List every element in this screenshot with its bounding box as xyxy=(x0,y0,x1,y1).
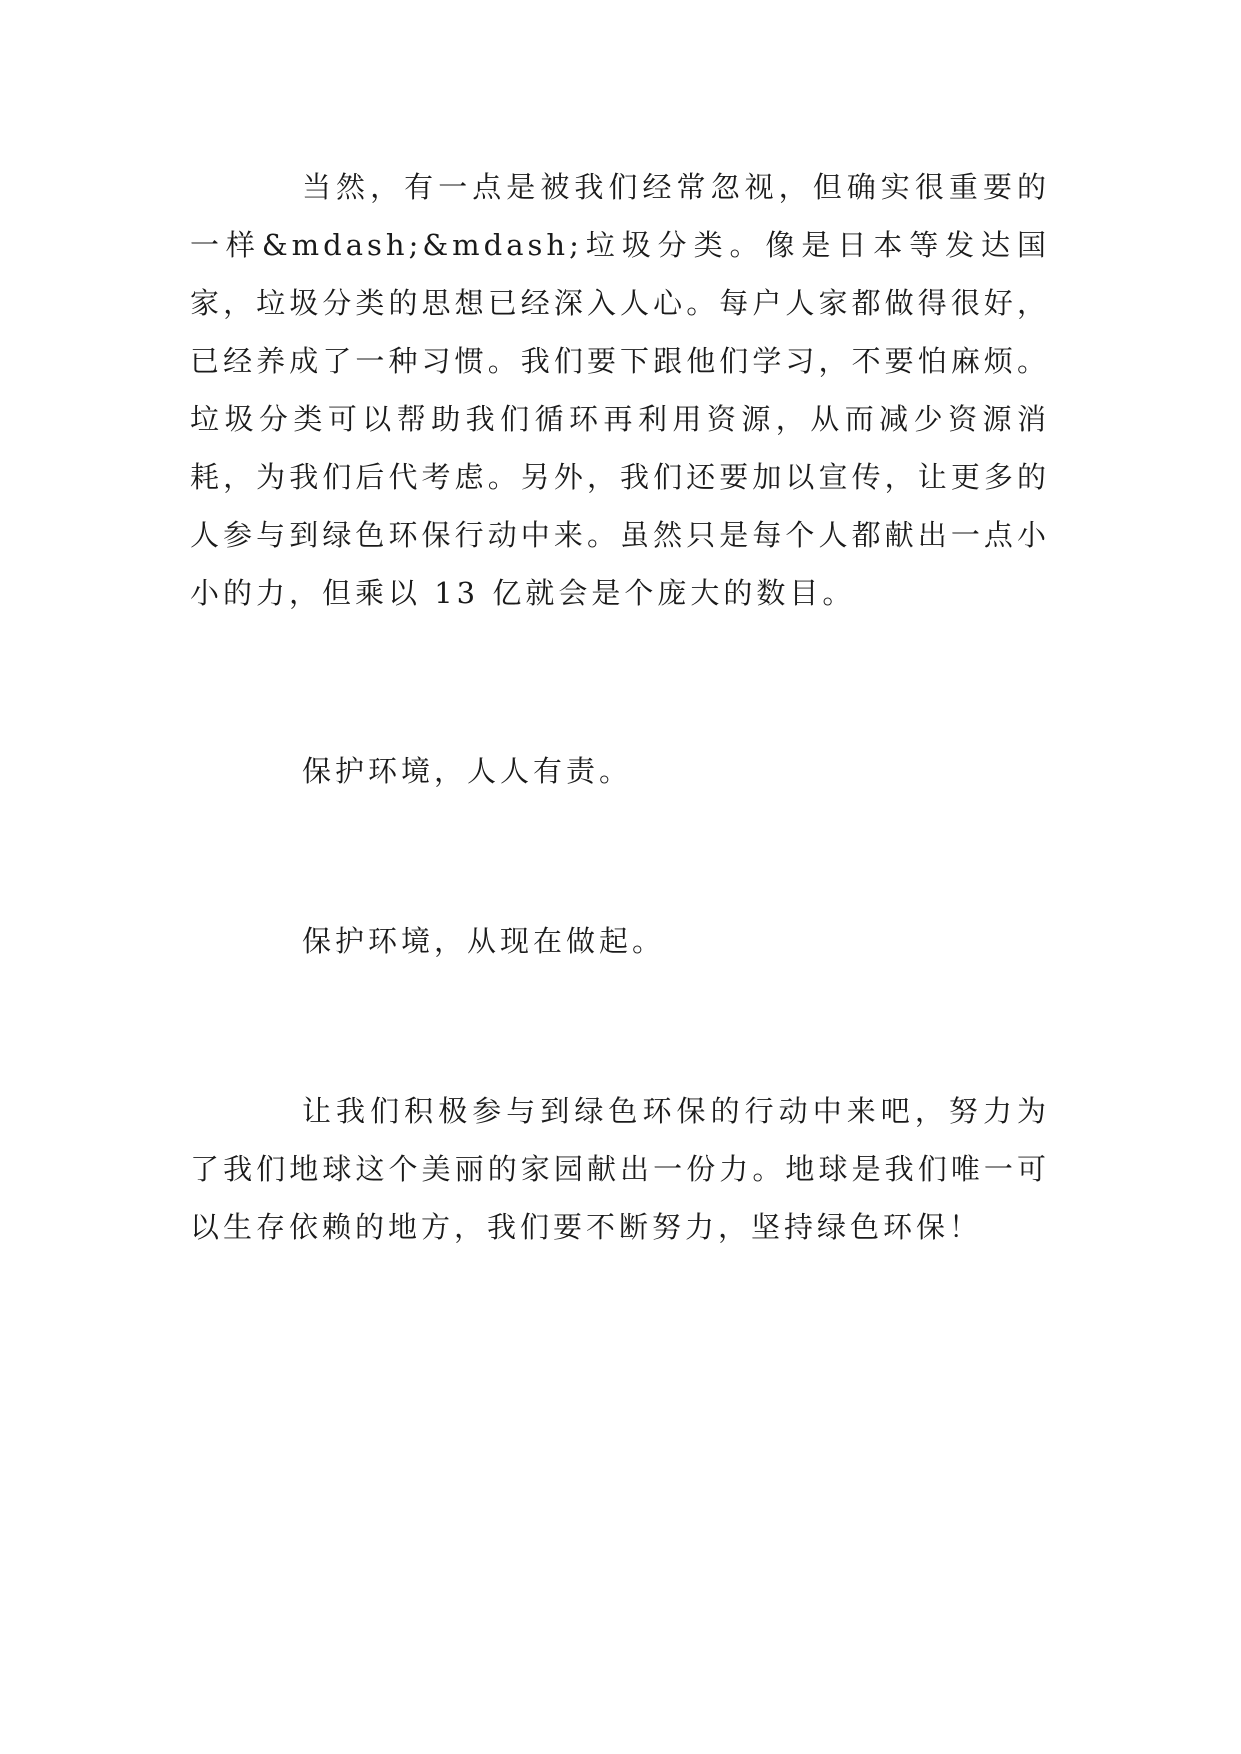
paragraph-everyone-responsible: 保护环境，人人有责。 xyxy=(302,754,633,788)
paragraph-closing-call: 让我们积极参与到绿色环保的行动中来吧，努力为了我们地球这个美丽的家园献出一份力。地球是我们唯一可以生存依赖的地方，我们要不断努力，坚持绿色环保！ xyxy=(190,1094,1050,1244)
paragraph-garbage-sorting: 当然，有一点是被我们经常忽视，但确实很重要的一样&mdash;&mdash;垃圾分类。像是日本等发达国家，垃圾分类的思想已经深入人心。每户人家都做得很好，已经养成了一种习惯。我们要下跟他们学习，不要怕麻烦。垃圾分类可以帮助我们循环再利用资源，从而减少资源消耗，为我们后代考虑。另外，我们还要加以宣传，让更多的人参与到绿色环保行动中来。虽然只是每个人都献出一点小小的力，但乘以 13 亿就会是个庞大的数目。 xyxy=(190,170,1050,610)
paragraph-start-now: 保护环境，从现在做起。 xyxy=(302,924,666,958)
